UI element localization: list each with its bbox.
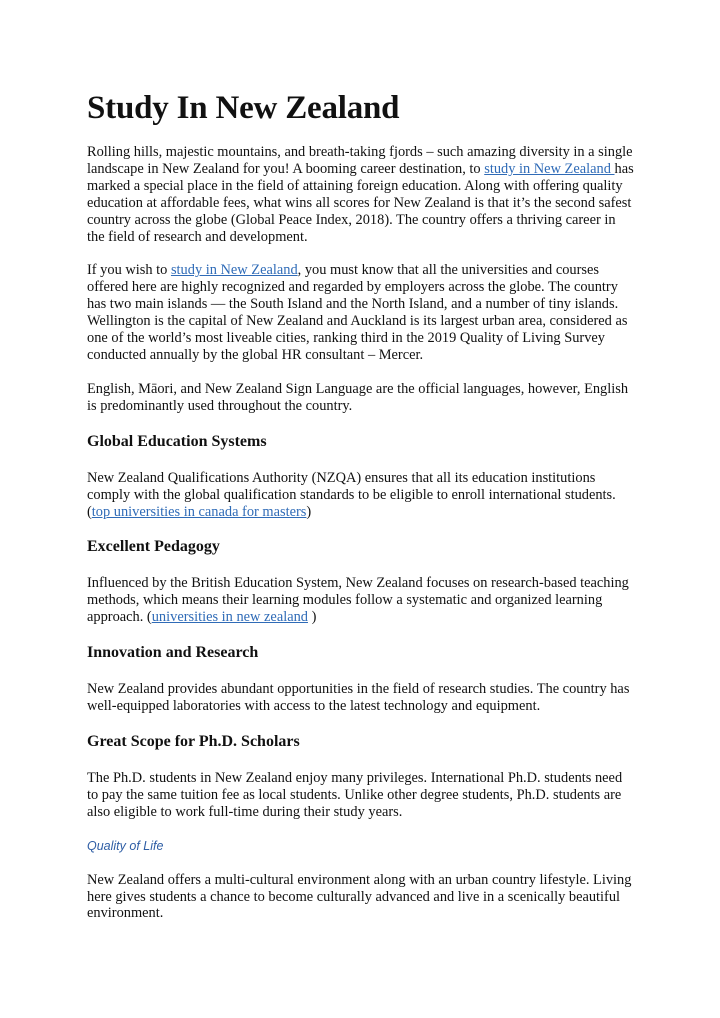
phd-paragraph: The Ph.D. students in New Zealand enjoy many privileges. International Ph.D. students need to pay the same tuition fee as local students. Unlike other degree students, Ph.D. students are also eligible to work full-time during their study years.: [87, 769, 623, 820]
intro-paragraph: [87, 144, 635, 245]
study-in-new-zealand-link-2[interactable]: study in New Zealand: [170, 262, 298, 279]
quality-of-life-paragraph: New Zealand offers a multi-cultural environment along with an urban country lifestyle. Living here gives students a chance to become culturally advanced and live in a scenically beautiful environment.: [87, 871, 632, 922]
global-education-close: ): [306, 503, 312, 520]
intro-text-end: has marked a special place in the field of attaining foreign education. Along with offering quality education at affordable fees, what wins all scores for New Zealand is that it’s the second safest country across the globe (Global Peace Index, 2018). The country offers a thriving career in the field of research and development.: [87, 160, 634, 245]
universities-text-start: If you wish to: [87, 262, 171, 279]
universities-new-zealand-link[interactable]: universities in new zealand: [151, 609, 308, 626]
document-page: [87, 88, 635, 939]
pedagogy-text: Influenced by the British Education System, New Zealand focuses on research-based teaching methods, which means their learning modules follow a systematic and organized learning approach. (: [87, 575, 629, 626]
global-education-text: New Zealand Qualifications Authority (NZQA) ensures that all its education institutions comply with the global qualification standards to be eligible to enroll international students. (: [87, 469, 616, 520]
universities-text-end: , you must know that all the universities and courses offered here are highly recognized and regarded by employers across the globe. The country has two main islands — the South Island and the North Island, and a number of tiny islands. Wellington is the capital of New Zealand and Auckland is its largest urban area, considered as one of the world’s most liveable cities, ranking third in the 2019 Quality of Living Survey conducted annually by the global HR consultant – Mercer.: [87, 262, 628, 363]
pedagogy-close: ): [307, 609, 317, 626]
intro-text-start: Rolling hills, majestic mountains, and breath-taking fjords – such amazing diversity in a single landscape in New Zealand for you! A booming career destination, to: [87, 144, 633, 177]
heading-quality-of-life: Quality of Life: [87, 838, 164, 853]
languages-paragraph: English, Māori, and New Zealand Sign Language are the official languages, however, English is predominantly used throughout the country.: [87, 380, 629, 414]
heading-phd-scholars: Great Scope for Ph.D. Scholars: [87, 732, 300, 750]
top-universities-canada-link[interactable]: top universities in canada for masters: [91, 503, 307, 520]
innovation-paragraph: New Zealand provides abundant opportunities in the field of research studies. The country has well-equipped laboratories with access to the latest technology and equipment.: [87, 681, 630, 715]
study-in-new-zealand-link[interactable]: study in New Zealand: [484, 160, 615, 177]
heading-innovation-research: Innovation and Research: [87, 644, 259, 662]
global-education-paragraph: [87, 470, 635, 521]
universities-paragraph: [87, 262, 635, 363]
pedagogy-paragraph: [87, 575, 635, 626]
page-title: Study In New Zealand: [87, 90, 400, 126]
heading-global-education: Global Education Systems: [87, 432, 267, 450]
heading-excellent-pedagogy: Excellent Pedagogy: [87, 538, 220, 556]
